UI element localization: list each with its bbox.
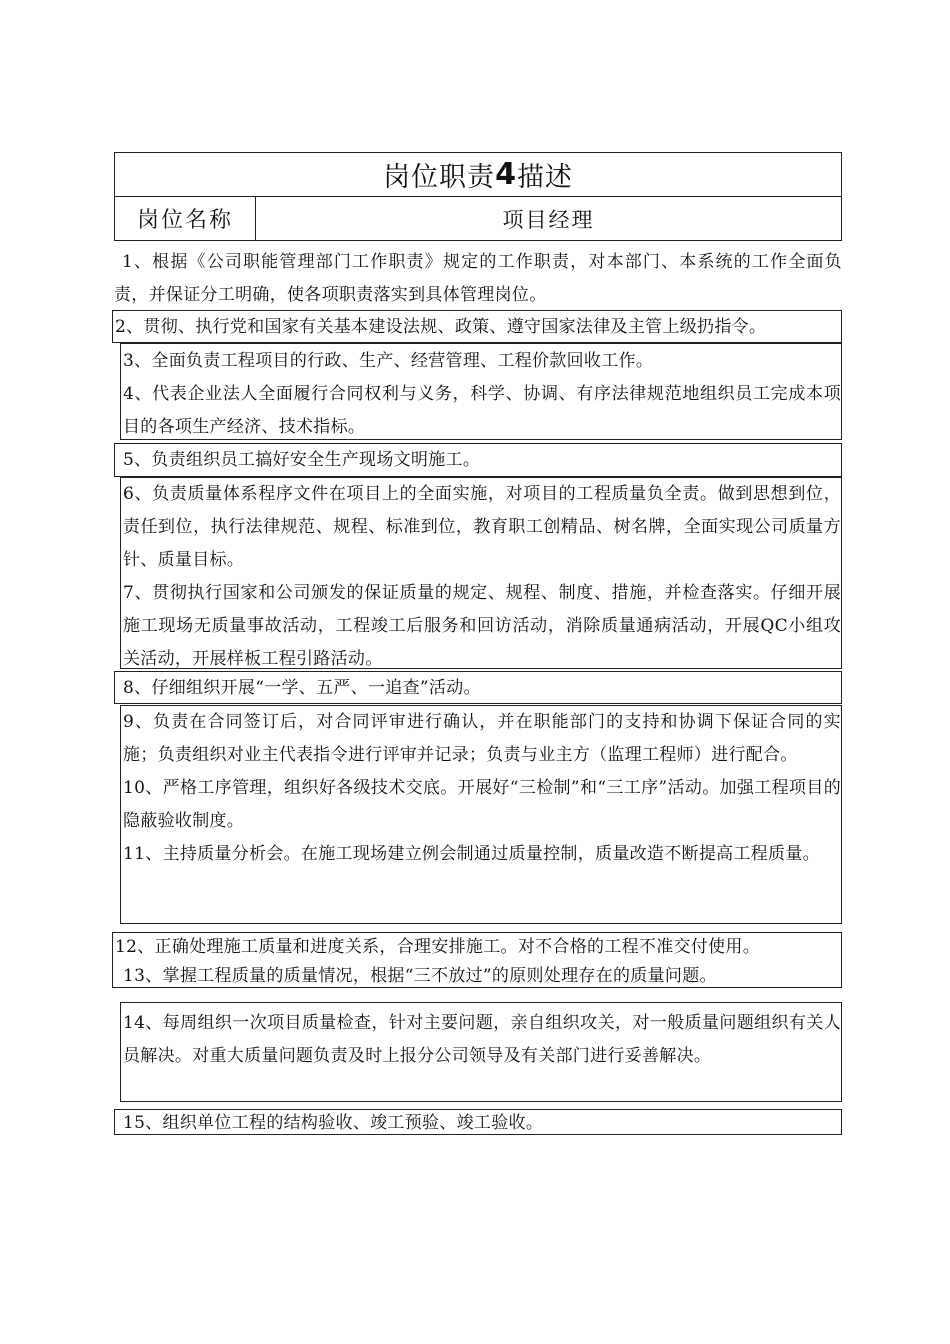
title-suffix: 描述 [516,162,573,193]
title-prefix: 岗位职责 [383,162,496,193]
duty-item: 15、组织单位工程的结构验收、竣工预验、竣工验收。 [123,1113,544,1133]
position-value: 项目经理 [502,207,595,232]
duty-item: 12、正确处理施工质量和进度关系，合理安排施工。对不合格的工程不准交付使用。 [115,937,761,957]
duty-item: 8、仔细组织开展“一学、五严、一追查”活动。 [123,678,481,698]
duty-item: 4、代表企业法人全面履行合同权利与义务，科学、协调、有序法律规范地组织员工完成本项目的各项生产经济、技术指标。 [123,384,841,437]
position-label: 岗位名称 [115,197,256,240]
duty-item: 6、负责质量体系程序文件在项目上的全面实施，对项目的工程质量负全责。做到思想到位，责任到位，执行法律规范、规程、标准到位，教育职工创精品、树名牌，全面实现公司质量方针、质量目标。 [123,484,841,570]
duty-block-8 [112,932,842,988]
duty-item: 5、负责组织员工搞好安全生产现场文明施工。 [123,450,481,470]
position-row [114,196,842,241]
duty-block-1 [114,246,842,312]
duty-item: 14、每周组织一次项目质量检查，针对主要问题，亲自组织攻关，对一般质量问题组织有关人员解决。对重大质量问题负责及时上报分公司领导及有关部门进行妥善解决。 [123,1013,841,1066]
duty-item: 2、贯彻、执行党和国家有关基本建设法规、政策、遵守国家法律及主管上级扔指令。 [115,317,767,337]
duty-block-5 [120,477,842,669]
duty-item: 9、负责在合同签订后，对合同评审进行确认，并在职能部门的支持和协调下保证合同的实施；负责组织对业主代表指令进行评审并记录；负责与业主方（监理工程师）进行配合。 [123,712,841,765]
duty-item: 11、主持质量分析会。在施工现场建立例会制通过质量控制，质量改造不断提高工程质量。 [123,844,820,864]
duty-item: 3、全面负责工程项目的行政、生产、经营管理、工程价款回收工作。 [123,351,654,371]
duty-block-7 [120,705,842,924]
title-mark: 4 [495,157,517,192]
duty-item: 10、严格工序管理，组织好各级技术交底。开展好“三检制”和“三工序”活动。加强工程项目的隐蔽验收制度。 [123,778,841,831]
duty-block-4 [114,443,842,477]
duty-item: 1、根据《公司职能管理部门工作职责》规定的工作职责，对本部门、本系统的工作全面负责，并保证分工明确，使各项职责落实到具体管理岗位。 [114,252,842,305]
duty-block-9 [120,1002,842,1102]
duty-block-6 [114,671,842,704]
duty-item: 7、贯彻执行国家和公司颁发的保证质量的规定、规程、制度、措施，并检查落实。仔细开展施工现场无质量事故活动，工程竣工后服务和回访活动，消除质量通病活动，开展QC小组攻关活动，开展样板工程引路活动。 [123,583,841,669]
duty-block-3 [120,343,842,440]
duty-block-10 [114,1109,842,1135]
document-title [114,152,842,197]
duty-block-2 [112,310,842,343]
duty-item: 13、掌握工程质量的质量情况，根据“三不放过”的原则处理存在的质量问题。 [123,966,717,986]
